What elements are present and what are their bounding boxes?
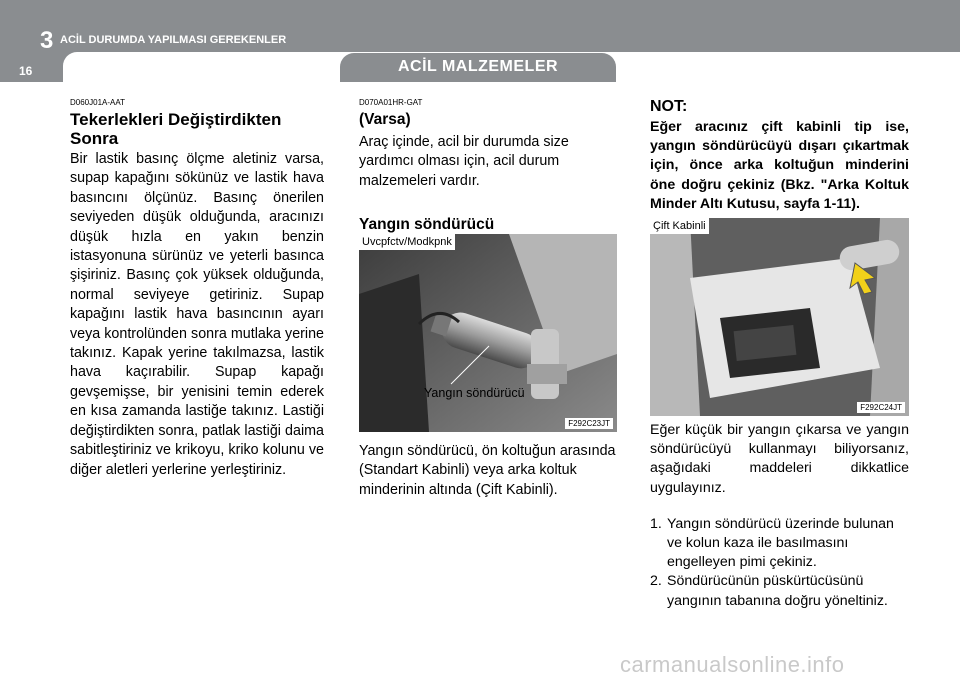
- column-emergency-equipment: [359, 98, 617, 233]
- photo-code: F292C23JT: [565, 418, 613, 429]
- list-item: [650, 572, 909, 610]
- watermark: carmanualsonline.info: [620, 652, 845, 677]
- steps-list: [650, 515, 909, 611]
- list-item: [650, 515, 909, 573]
- step-text: Yangın söndürücü üzerinde bulunan ve kolun kaza ile basılmasını engelleyen pimi çekiniz.: [667, 515, 894, 571]
- step-number: 2.: [650, 573, 662, 590]
- chapter-title: ACİL DURUMDA YAPILMASI GEREKENLER: [60, 34, 287, 46]
- instructions-intro: Eğer küçük bir yangın çıkarsa ve yangın söndürücüyü kullanmayı biliyorsanız, aşağıdaki maddeleri dikkatlice uygulayınız.: [650, 422, 909, 496]
- step-text: Söndürücünün püskürtücüsünü yangının tabanına doğru yöneltiniz.: [667, 573, 888, 609]
- section-body: Bir lastik basınç ölçme aletiniz varsa, supap kapağını sökünüz ve lastik hava basıncını ölçünüz. Basınç önerilen seviyeden düşük olduğunda, aracınızı düşük hızla en yakın benzin istasyonuna sürünüz ve yeterli basınca şişiriniz. Basınç çok yüksek olduğunda, normal seviyeye getiriniz. Supap kapağını lastik hava basıncının ayarı veya kontrolünden sonra mutlaka yerine takınız. Kapak yerine takılmazsa, lastik hava kaçırabilir. Supap kapağı gevşemişse, bir yenisini temin ederek en kısa zamanda lastiğe takınız. Lastiği değiştirdikten sonra, patlak lastiği daima sabitleştiriniz ve krikoyu, kriko kolunu ve diğer aletleri yerlerine yerleştiriniz.: [70, 151, 324, 478]
- photo-tag: Çift Kabinli: [650, 218, 709, 234]
- note-title: NOT:: [650, 98, 688, 115]
- section-code: D060J01A-AAT: [70, 98, 125, 107]
- column-note: [650, 98, 909, 214]
- column-tire-change: [70, 98, 324, 480]
- photo-caption: Yangın söndürücü, ön koltuğun arasında (Standart Kabinli) veya arka koltuk minderinin altında (Çift Kabinli).: [359, 443, 616, 498]
- section-tab-label: ACİL MALZEMELER: [397, 58, 559, 75]
- section-tab: [340, 53, 616, 82]
- fire-extinguisher-illustration: [359, 234, 617, 432]
- intro-text: Araç içinde, acil bir durumda size yardımcı olması için, acil durum malzemeleri vardır.: [359, 134, 569, 189]
- double-cab-photo: [650, 218, 909, 416]
- section-code: D070A01HR-GAT: [359, 98, 423, 107]
- fire-extinguisher-photo: [359, 234, 617, 432]
- note-body: Eğer aracınız çift kabinli tip ise, yangın söndürücüyü dışarı çıkartmak için, önce arka koltuğun minderini öne doğru çekiniz (Bkz. "Arka Koltuk Minder Altı Kutusu, sayfa 1-11).: [650, 119, 909, 212]
- photo-tag: Uvcpfctv/Modkpnk: [359, 234, 455, 250]
- chapter-number: 3: [40, 27, 54, 54]
- fire-extinguisher-heading: Yangın söndürücü: [359, 216, 495, 233]
- photo-label: Yangın söndürücü: [424, 386, 525, 400]
- photo-code: F292C24JT: [857, 402, 905, 413]
- page-number: 16: [19, 64, 33, 78]
- seat-storage-illustration: [650, 218, 909, 416]
- step-number: 1.: [650, 515, 662, 532]
- fire-instructions: [650, 421, 909, 611]
- section-title: Tekerlekleri Değiştirdikten Sonra: [70, 110, 282, 148]
- section-subtitle: (Varsa): [359, 111, 411, 128]
